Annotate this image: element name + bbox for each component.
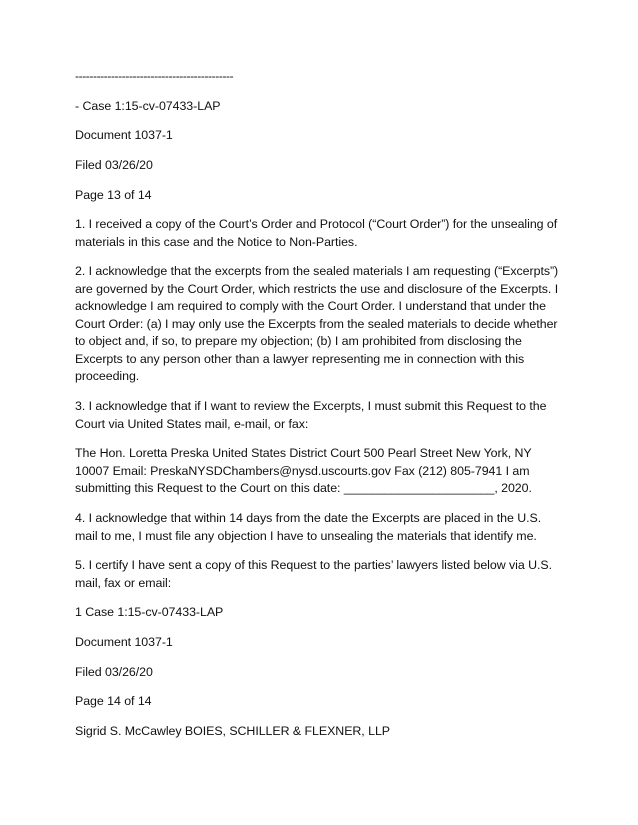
page-number-header: Page 13 of 14: [75, 187, 152, 202]
page-number-footer: Page 14 of 14: [75, 694, 152, 709]
filed-date-footer: Filed 03/26/20: [75, 664, 153, 679]
document-number-footer: Document 1037-1: [75, 635, 173, 650]
case-number-header: - Case 1:15-cv-07433-LAP: [75, 98, 221, 113]
filed-date-header: Filed 03/26/20: [75, 157, 153, 172]
paragraph-4: 4. I acknowledge that within 14 days from the date the Excerpts are placed in the U.S. mail to me, I must file any objection I have to unsealing the materials that identify me.: [75, 511, 545, 543]
paragraph-1: 1. I received a copy of the Court’s Order and Protocol (“Court Order”) for the unsealing of materials in this case and the Notice to Non-Parties.: [75, 217, 561, 249]
case-number-footer: 1 Case 1:15-cv-07433-LAP: [75, 605, 224, 620]
paragraph-3: 3. I acknowledge that if I want to review the Excerpts, I must submit this Request to the Court via United States mail, e-mail, or fax:: [75, 399, 550, 431]
lawyer-listing: Sigrid S. McCawley BOIES, SCHILLER & FLEXNER, LLP: [75, 724, 390, 739]
document-body: [75, 68, 565, 753]
separator-line: --------------------------------------------: [75, 69, 234, 83]
document-number-header: Document 1037-1: [75, 128, 173, 143]
paragraph-2: 2. I acknowledge that the excerpts from the sealed materials I am requesting (“Excerpts”) are governed by the Court Order, which restricts the use and disclosure of the Excerpts. I acknowledge I am required to comply with the Court Order. I understand that under the Court Order: (a) I may only use the Excerpts from the sealed materials to decide whether to object and, if so, to prepare my objection; (b) I am prohibited from disclosing the Excerpts to any person other than a lawyer representing me in connection with this proceeding.: [75, 264, 562, 384]
paragraph-5: 5. I certify I have sent a copy of this Request to the parties’ lawyers listed below via U.S. mail, fax or email:: [75, 558, 556, 590]
court-address-block: The Hon. Loretta Preska United States District Court 500 Pearl Street New York, NY 10007 Email: PreskaNYSDChambers@nysd.uscourts.gov Fax (212) 805-7941 I am submitting this Request to the Court on this date: ______________________, 2020.: [75, 446, 535, 496]
